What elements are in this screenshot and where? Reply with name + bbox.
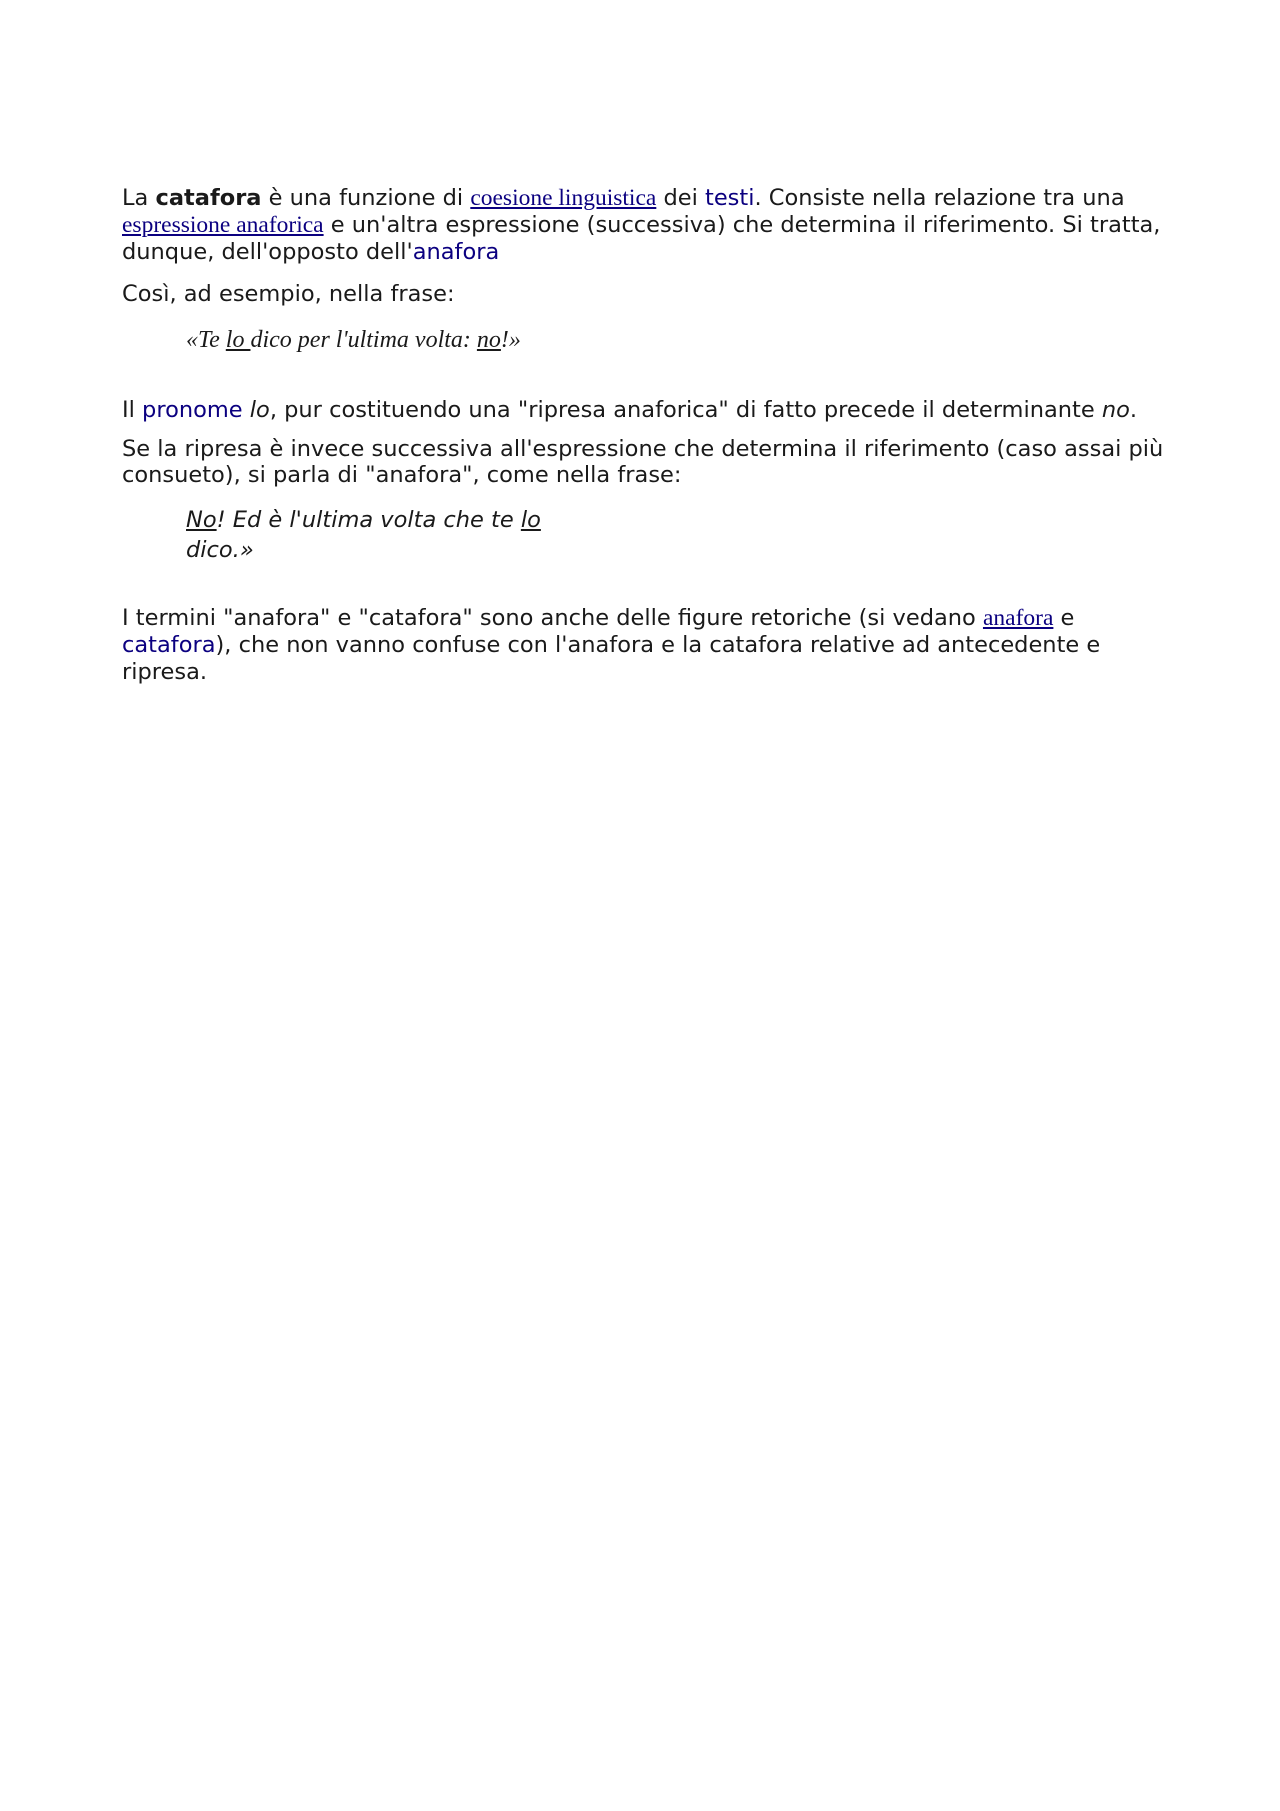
link-anafora[interactable]: anafora bbox=[412, 239, 500, 265]
figures-paragraph bbox=[122, 605, 1172, 686]
text: . Consiste nella relazione tra una bbox=[754, 185, 1125, 211]
quote-word-no: No bbox=[186, 507, 217, 533]
text: . bbox=[1129, 397, 1138, 423]
example-quote-catafora bbox=[186, 327, 521, 354]
link-espressione-anaforica[interactable]: espressione anaforica bbox=[122, 212, 324, 238]
text: , pur costituendo una "ripresa anaforica" di fatto precede il determinante bbox=[269, 397, 1102, 423]
quote-word-no: no bbox=[476, 327, 501, 353]
quote-text: ! Ed è l'ultima volta che te bbox=[216, 507, 521, 533]
link-anafora-figura[interactable]: anafora bbox=[982, 605, 1054, 631]
text: I termini "anafora" e "catafora" sono anche delle figure retoriche (si vedano bbox=[122, 605, 983, 631]
link-pronome[interactable]: pronome bbox=[142, 397, 243, 423]
quote-text: «Te bbox=[186, 327, 226, 353]
example-intro-paragraph: Così, ad esempio, nella frase: bbox=[122, 281, 455, 307]
quote-pronoun-lo: lo bbox=[225, 327, 251, 353]
emphasis-lo: lo bbox=[249, 397, 270, 423]
text: ), che non vanno confuse con l'anafora e la catafora relative ad antecedente e ripresa. bbox=[122, 632, 1101, 685]
text: e un'altra espressione (successiva) che determina il riferimento. Si tratta, dunque, dell'opposto dell' bbox=[122, 212, 1161, 265]
quote-text: dico.» bbox=[186, 537, 254, 563]
text: è una funzione di bbox=[261, 185, 471, 211]
quote-text: dico per l'ultima volta: bbox=[250, 327, 477, 353]
anafora-paragraph: Se la ripresa è invece successiva all'espressione che determina il riferimento (caso assai più consueto), si parla di "anafora", come nella frase: bbox=[122, 436, 1164, 488]
link-testi[interactable]: testi bbox=[705, 185, 755, 211]
explanation-paragraph bbox=[122, 397, 1172, 424]
intro-paragraph bbox=[122, 185, 1172, 266]
text: e bbox=[1053, 605, 1075, 631]
link-catafora-figura[interactable]: catafora bbox=[122, 632, 216, 658]
text: Il bbox=[122, 397, 143, 423]
text bbox=[243, 397, 250, 423]
term-catafora: catafora bbox=[155, 185, 262, 211]
link-coesione-linguistica[interactable]: coesione linguistica bbox=[470, 185, 657, 211]
emphasis-no: no bbox=[1101, 397, 1130, 423]
text: dei bbox=[656, 185, 705, 211]
quote-text: !» bbox=[500, 327, 521, 353]
example-quote-anafora bbox=[186, 505, 566, 565]
text: La bbox=[122, 185, 156, 211]
quote-pronoun-lo: lo bbox=[520, 507, 541, 533]
